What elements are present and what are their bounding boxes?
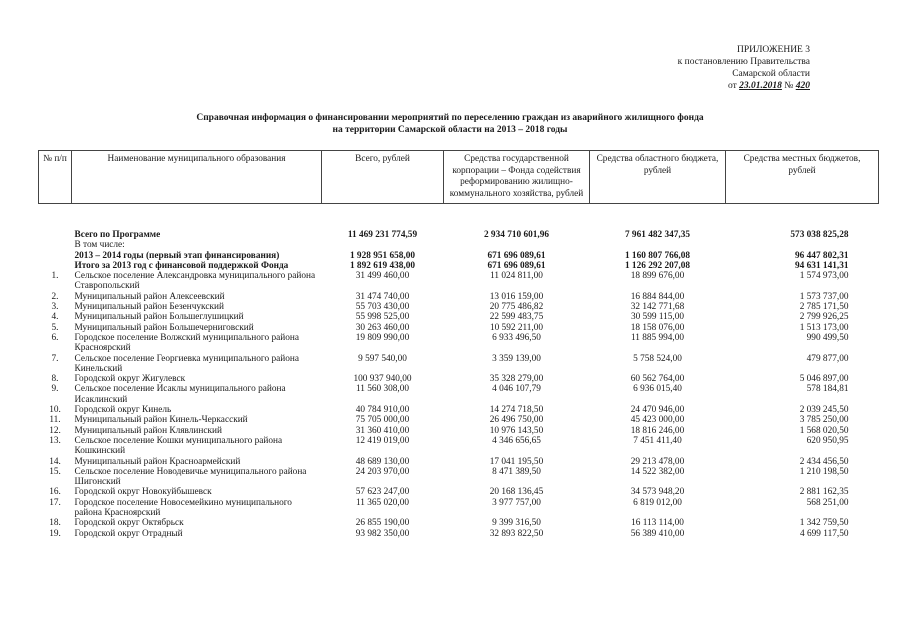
summary-regional-cell: 7 961 482 347,35 bbox=[624, 230, 691, 240]
row-total-cell: 9 597 540,00 bbox=[358, 353, 407, 364]
table-row bbox=[39, 302, 879, 312]
appendix-date-line bbox=[650, 80, 810, 92]
row-local-cell: 2 785 171,50 bbox=[799, 302, 849, 313]
row-regional-cell: 18 816 246,00 bbox=[630, 425, 685, 436]
row-regional-cell: 45 423 000,00 bbox=[630, 415, 685, 426]
row-fund-cell: 8 471 389,50 bbox=[492, 466, 541, 477]
row-num-cell: 18. bbox=[49, 518, 61, 529]
row-name-cell: Городское поселение Новосемейкино муниципального района Красноярский bbox=[74, 497, 292, 519]
row-fund-cell: 35 328 279,00 bbox=[489, 374, 544, 385]
row-name-cell: Муниципальный район Алексеевский bbox=[74, 291, 225, 302]
row-fund-cell: 14 274 718,50 bbox=[489, 405, 544, 416]
row-total-cell: 31 360 410,00 bbox=[355, 425, 410, 436]
row-total-cell: 48 689 130,00 bbox=[355, 456, 410, 467]
row-local-cell: 479 877,00 bbox=[806, 353, 849, 364]
title-line-1: Справочная информация о финансировании мероприятий по переселению граждан из аварийного жилищного фонда bbox=[196, 113, 704, 123]
row-num-cell: 8. bbox=[51, 374, 59, 385]
summary-fund-cell: 671 696 089,61 bbox=[487, 260, 546, 271]
summary-total-cell: 1 928 951 658,00 bbox=[349, 250, 416, 261]
row-local-cell: 1 342 759,50 bbox=[799, 518, 849, 529]
row-regional-cell: 30 599 115,00 bbox=[630, 312, 685, 323]
row-local-cell: 578 184,81 bbox=[806, 384, 849, 395]
row-fund-cell: 3 359 139,00 bbox=[492, 353, 541, 364]
appendix-title: ПРИЛОЖЕНИЕ 3 bbox=[736, 45, 810, 55]
row-num-cell: 10. bbox=[49, 405, 61, 416]
row-total-cell: 11 560 308,00 bbox=[355, 384, 410, 395]
row-name-cell: Городской округ Жигулевск bbox=[74, 374, 186, 385]
row-total-cell: 24 203 970,00 bbox=[355, 466, 410, 477]
table-row bbox=[39, 487, 879, 497]
header-total: Всего, рублей bbox=[322, 151, 444, 204]
row-total-cell: 55 998 525,00 bbox=[355, 312, 410, 323]
row-regional-cell: 29 213 478,00 bbox=[630, 456, 685, 467]
row-local-cell: 2 881 162,35 bbox=[799, 487, 849, 498]
table-row bbox=[39, 374, 879, 384]
header-fund: Средства государственной корпорации – Фонда содействия реформированию жилищно-коммунального хозяйства, рублей bbox=[444, 151, 590, 204]
row-fund-cell: 20 775 486,82 bbox=[489, 302, 544, 313]
summary-row bbox=[39, 240, 879, 250]
row-fund-cell: 10 592 211,00 bbox=[489, 322, 544, 333]
row-regional-cell: 18 158 076,00 bbox=[630, 322, 685, 333]
row-regional-cell: 18 899 676,00 bbox=[630, 271, 685, 282]
summary-local-cell bbox=[726, 240, 879, 250]
row-regional-cell: 56 389 410,00 bbox=[630, 528, 685, 539]
row-regional-cell: 32 142 771,68 bbox=[630, 302, 685, 313]
table-row bbox=[39, 384, 879, 405]
row-regional-cell: 6 819 012,00 bbox=[633, 497, 682, 508]
table-row bbox=[39, 333, 879, 354]
table-header-row bbox=[39, 151, 879, 204]
row-num-cell: 14. bbox=[49, 456, 61, 467]
summary-num-cell bbox=[39, 251, 72, 261]
row-num-cell: 9. bbox=[51, 384, 59, 395]
row-total-cell: 100 937 940,00 bbox=[353, 374, 412, 385]
table-row bbox=[39, 312, 879, 322]
summary-regional-cell bbox=[590, 240, 726, 250]
summary-local-cell: 94 631 141,31 bbox=[795, 260, 849, 271]
appendix-header bbox=[650, 44, 810, 92]
summary-local-cell: 96 447 802,31 bbox=[795, 250, 849, 261]
document-title bbox=[120, 112, 780, 136]
row-local-cell: 2 799 926,25 bbox=[799, 312, 849, 323]
header-local: Средства местных бюджетов, рублей bbox=[726, 151, 879, 204]
table-row bbox=[39, 529, 879, 539]
row-local-cell: 1 210 198,50 bbox=[799, 466, 849, 477]
row-total-cell: 31 474 740,00 bbox=[355, 291, 410, 302]
row-fund-cell: 3 977 757,00 bbox=[492, 497, 541, 508]
row-regional-cell: 34 573 948,20 bbox=[630, 487, 685, 498]
row-name-cell: Сельское поселение Новодевичье муниципального района Шигонский bbox=[74, 466, 307, 488]
summary-regional-cell: 1 126 292 207,08 bbox=[624, 260, 691, 271]
row-num-cell: 5. bbox=[51, 322, 59, 333]
row-total-cell: 19 809 990,00 bbox=[355, 332, 410, 343]
row-num-cell: 11. bbox=[49, 415, 61, 426]
row-num-cell: 15. bbox=[49, 466, 61, 477]
table-row bbox=[39, 271, 879, 292]
row-name-cell: Сельское поселение Исаклы муниципального района Исаклинский bbox=[74, 384, 286, 405]
row-name-cell: Городской округ Октябрьск bbox=[74, 518, 184, 529]
appendix-resolution: к постановлению Правительства bbox=[677, 57, 810, 67]
summary-regional-cell: 1 160 807 766,08 bbox=[624, 250, 691, 261]
row-local-cell: 3 785 250,00 bbox=[799, 415, 849, 426]
row-num-cell: 4. bbox=[51, 312, 59, 323]
row-name-cell: Муниципальный район Безенчукский bbox=[74, 302, 224, 313]
row-total-cell: 93 982 350,00 bbox=[355, 528, 410, 539]
row-local-cell: 620 950,95 bbox=[806, 435, 849, 446]
header-regional: Средства областного бюджета, рублей bbox=[590, 151, 726, 204]
row-local-cell: 1 513 173,00 bbox=[799, 322, 849, 333]
row-name-cell: Сельское поселение Георгиевка муниципального района Кинельский bbox=[74, 353, 299, 374]
row-total-cell: 31 499 460,00 bbox=[355, 271, 410, 282]
row-regional-cell: 60 562 764,00 bbox=[630, 374, 685, 385]
row-fund-cell: 11 024 811,00 bbox=[490, 271, 543, 282]
row-num-cell: 2. bbox=[51, 291, 59, 302]
row-name-cell: Городской округ Новокуйбышевск bbox=[74, 487, 212, 498]
summary-row bbox=[39, 230, 879, 240]
row-name-cell: Муниципальный район Красноармейский bbox=[74, 456, 241, 467]
table-row bbox=[39, 518, 879, 528]
header-name: Наименование муниципального образования bbox=[72, 151, 322, 204]
row-num-cell: 13. bbox=[49, 435, 61, 446]
row-total-cell: 40 784 910,00 bbox=[355, 405, 410, 416]
row-local-cell: 5 046 897,00 bbox=[799, 374, 849, 385]
row-fund-cell: 4 046 107,79 bbox=[492, 384, 541, 395]
summary-row bbox=[39, 251, 879, 261]
summary-num-cell bbox=[39, 230, 72, 240]
summary-total-cell: 11 469 231 774,59 bbox=[347, 230, 418, 240]
row-num-cell: 7. bbox=[51, 353, 59, 364]
row-regional-cell: 5 758 524,00 bbox=[633, 353, 682, 364]
row-fund-cell: 22 599 483,75 bbox=[489, 312, 544, 323]
row-total-cell: 30 263 460,00 bbox=[355, 322, 410, 333]
row-name-cell: Муниципальный район Большечерниговский bbox=[74, 322, 254, 333]
table-body bbox=[39, 204, 879, 539]
number-prefix: № bbox=[784, 81, 794, 91]
row-regional-cell: 7 451 411,40 bbox=[633, 435, 682, 446]
row-fund-cell: 26 496 750,00 bbox=[489, 415, 544, 426]
row-fund-cell: 13 016 159,00 bbox=[489, 291, 544, 302]
row-name-cell: Сельское поселение Александровка муниципального района Ставропольский bbox=[74, 271, 316, 292]
row-name-cell: Городское поселение Волжский муниципального района Красноярский bbox=[74, 332, 299, 354]
row-local-cell: 568 251,00 bbox=[806, 497, 849, 508]
table-row bbox=[39, 498, 879, 519]
summary-num-cell bbox=[39, 240, 72, 250]
summary-fund-cell bbox=[444, 240, 590, 250]
number-value: 420 bbox=[795, 81, 810, 91]
row-total-cell: 11 365 020,00 bbox=[355, 497, 410, 508]
row-regional-cell: 16 884 844,00 bbox=[630, 291, 685, 302]
summary-fund-cell: 671 696 089,61 bbox=[487, 250, 546, 261]
financing-table bbox=[38, 150, 879, 539]
row-num-cell: 17. bbox=[49, 497, 61, 508]
row-num-cell: 1. bbox=[51, 271, 59, 282]
row-total-cell: 55 703 430,00 bbox=[355, 302, 410, 313]
row-num-cell: 19. bbox=[49, 528, 61, 539]
table-row bbox=[39, 415, 879, 425]
row-total-cell: 75 705 000,00 bbox=[355, 415, 410, 426]
row-regional-cell: 6 936 015,40 bbox=[633, 384, 682, 395]
table-row bbox=[39, 323, 879, 333]
row-num-cell: 6. bbox=[51, 332, 59, 343]
row-fund-cell: 6 933 496,50 bbox=[492, 332, 541, 343]
row-name-cell: Муниципальный район Клявлинский bbox=[74, 425, 222, 436]
row-name-cell: Городской округ Кинель bbox=[74, 405, 172, 416]
summary-name-cell: Итого за 2013 год с финансовой поддержкой Фонда bbox=[74, 260, 289, 271]
row-local-cell: 2 039 245,50 bbox=[799, 405, 849, 416]
title-line-2: на территории Самарской области на 2013 – 2018 годы bbox=[332, 125, 568, 135]
date-value: 23.01.2018 bbox=[739, 81, 782, 91]
row-local-cell: 4 699 117,50 bbox=[800, 528, 849, 539]
row-local-cell: 1 574 973,00 bbox=[799, 271, 849, 282]
table-row bbox=[39, 457, 879, 467]
table-row bbox=[39, 426, 879, 436]
row-fund-cell: 9 399 316,50 bbox=[492, 518, 541, 529]
row-local-cell: 1 568 020,50 bbox=[799, 425, 849, 436]
row-total-cell: 57 623 247,00 bbox=[355, 487, 410, 498]
row-fund-cell: 4 346 656,65 bbox=[492, 435, 541, 446]
summary-total-cell bbox=[322, 240, 444, 250]
table-row bbox=[39, 292, 879, 302]
row-regional-cell: 11 885 994,00 bbox=[630, 332, 685, 343]
row-regional-cell: 24 470 946,00 bbox=[630, 405, 685, 416]
table-row bbox=[39, 405, 879, 415]
row-fund-cell: 32 893 822,50 bbox=[489, 528, 544, 539]
header-num: № п/п bbox=[39, 151, 72, 204]
summary-num-cell bbox=[39, 261, 72, 271]
row-local-cell: 990 499,50 bbox=[806, 332, 849, 343]
summary-name-cell: 2013 – 2014 годы (первый этап финансирования) bbox=[74, 250, 280, 261]
row-local-cell: 2 434 456,50 bbox=[799, 456, 849, 467]
row-name-cell: Муниципальный район Большеглушицкий bbox=[74, 312, 244, 323]
row-total-cell: 12 419 019,00 bbox=[355, 435, 410, 446]
summary-fund-cell: 2 934 710 601,96 bbox=[483, 230, 550, 240]
row-local-cell: 1 573 737,00 bbox=[799, 291, 849, 302]
row-total-cell: 26 855 190,00 bbox=[355, 518, 410, 529]
row-name-cell: Муниципальный район Кинель-Черкасский bbox=[74, 415, 248, 426]
row-regional-cell: 14 522 382,00 bbox=[630, 466, 685, 477]
table-spacer-row bbox=[39, 204, 879, 231]
row-num-cell: 16. bbox=[49, 487, 61, 498]
appendix-region: Самарской области bbox=[732, 69, 810, 79]
row-num-cell: 3. bbox=[51, 302, 59, 313]
summary-local-cell: 573 038 825,28 bbox=[790, 230, 849, 240]
row-num-cell: 12. bbox=[49, 425, 61, 436]
summary-name-cell: В том числе: bbox=[74, 240, 125, 251]
row-regional-cell: 16 113 114,00 bbox=[631, 518, 684, 529]
table-row bbox=[39, 436, 879, 457]
summary-row bbox=[39, 261, 879, 271]
date-prefix: от bbox=[728, 81, 737, 91]
table-row bbox=[39, 467, 879, 488]
row-name-cell: Сельское поселение Кошки муниципального района Кошкинский bbox=[74, 435, 283, 457]
row-name-cell: Городской округ Отрадный bbox=[74, 528, 183, 539]
summary-name-cell: Всего по Программе bbox=[74, 230, 161, 240]
row-fund-cell: 20 168 136,45 bbox=[489, 487, 544, 498]
row-fund-cell: 17 041 195,50 bbox=[489, 456, 544, 467]
summary-total-cell: 1 892 619 438,00 bbox=[349, 260, 416, 271]
table-row bbox=[39, 354, 879, 375]
row-fund-cell: 10 976 143,50 bbox=[489, 425, 544, 436]
